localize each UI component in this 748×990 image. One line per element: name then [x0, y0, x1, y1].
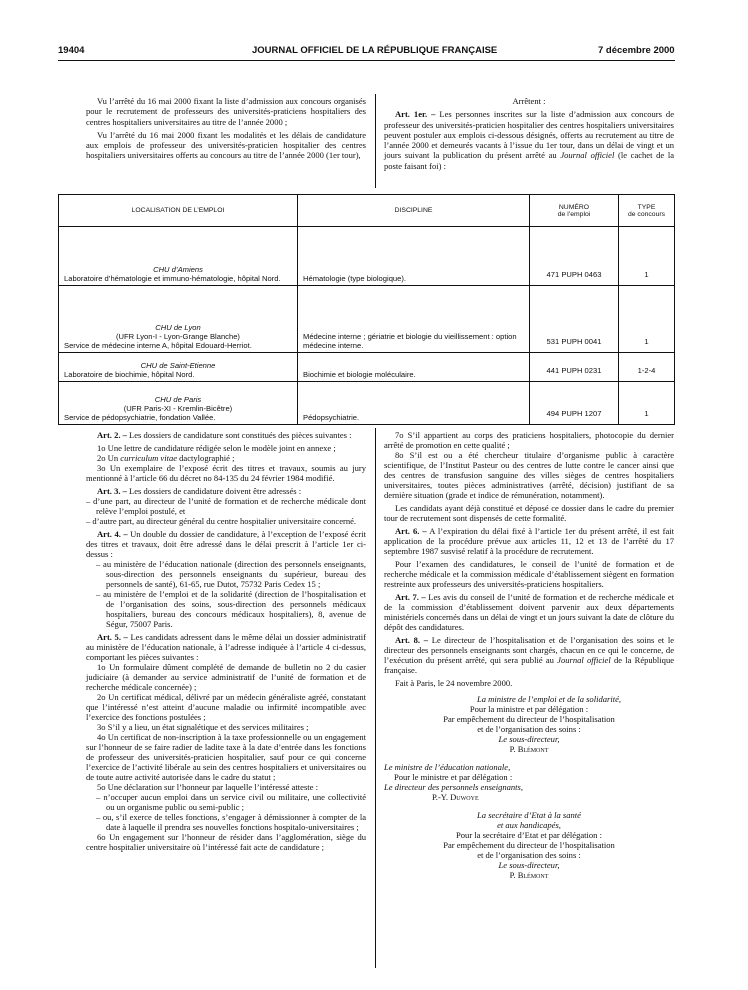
body-left-column: [86, 430, 366, 852]
signature-line: Le sous-directeur,: [498, 860, 560, 870]
cell-number: 471 PUPH 0463: [530, 227, 619, 286]
column-divider-bottom: [375, 428, 376, 968]
cell-number: 531 PUPH 0041: [530, 286, 619, 353]
piece-8: 8o S’il est ou a été chercheur titulaire d’organisme public à caractère scientifique, de l’Institut Pasteur ou des centres de lutte contre le cancer ainsi que des centres de transfusion sanguine des villes sièges de centres hospitaliers universitaires, toutes pièces administratives (arrêté, décision) justifiant de sa dernière situation (grade et indice de rémunération, notamment).: [384, 450, 674, 500]
header-location: LOCALISATION DE L’EMPLOI: [59, 195, 298, 227]
piece-1: 1o Un formulaire dûment complété de demande de bulletin no 2 du casier judiciaire (à demander au service administratif de l’unité de formation et de recherche médicale concernée) ;: [86, 662, 366, 692]
article-4: [86, 529, 366, 559]
examen-paragraph: Pour l’examen des candidatures, le conseil de l’unité de formation et de recherche médicale et la commission médicale d’établissement siègent en formation restreinte aux professeurs des universités-praticiens hospitaliers.: [384, 559, 674, 589]
article-4-text: Un double du dossier de candidature, à l’exception de l’exposé écrit des titres et travaux, doit être adressé dans le délai prescrit à l’article 1er ci-dessus :: [86, 529, 367, 559]
issue-date: 7 décembre 2000: [598, 45, 675, 56]
article-3: [86, 486, 366, 496]
piece-7: 7o S’il appartient au corps des praticiens hospitaliers, photocopie du dernier arrêté de promotion en cette qualité ;: [384, 430, 674, 450]
signatory-title: Le ministre de l’éducation nationale,: [384, 762, 511, 772]
dispense-paragraph: Les candidats ayant déjà constitué et déposé ce dossier dans le cadre du premier tour de recrutement sont dispensés de cette formalité.: [384, 503, 674, 523]
article-7-label: Art. 7. –: [395, 592, 426, 602]
signatory-title: et aux handicapés,: [497, 820, 561, 830]
article-2-text: Les dossiers de candidature sont constitués des pièces suivantes :: [129, 430, 352, 440]
preamble-left: [86, 96, 366, 164]
article-2-label: Art. 2. –: [97, 430, 127, 440]
signatory-name: P. Blémont: [509, 870, 549, 880]
item-2: 2o Un curriculum vitae dactylographié ;: [97, 453, 235, 463]
table-row: [59, 286, 675, 353]
article-5-text: Les candidats adressent dans le même délai un dossier administratif au ministère de l’éducation nationale, à l’adresse indiquée à l’article 4 ci-dessus, comportant les pièces suivantes :: [86, 632, 366, 662]
piece-2: 2o Un certificat médical, délivré par un médecin généraliste agréé, constatant que l’intéressé n’est atteint d’aucune maladie ou infirmité incompatible avec l’exercice des fonctions postulées ;: [86, 692, 366, 722]
article-6: [384, 526, 674, 556]
article-5: [86, 632, 366, 662]
signature-line: et de l’organisation des soins :: [477, 850, 581, 860]
dash-item: – au ministère de l’éducation nationale (direction des personnels enseignants, sous-direction des personnels enseignants du supérieur, bureau des personnels de santé), 61-65, rue Dutot, 75732 Paris Cedex 15 ;: [96, 559, 366, 589]
signature-line: Pour la ministre et par délégation :: [469, 704, 589, 714]
item-3: 3o Un exemplaire de l’exposé écrit des titres et travaux, soumis au jury mentionné à l’article 66 du décret no 84-135 du 24 février 1984 modifié.: [86, 463, 366, 483]
dash-item: – au ministère de l’emploi et de la solidarité (direction de l’hospitalisation et de l’organisation des soins, sous-direction des personnels médicaux hospitaliers, bureau des concours médicaux hospitaliers), 8, avenue de Ségur, 75007 Paris.: [96, 589, 366, 629]
article-7-text: Les avis du conseil de l’unité de formation et de recherche médicale et de la commission d’établissement doivent parvenir aux deux départements ministériels concernés dans un délai de vingt et un jours suivant la date de clôture du dépôt des candidatures.: [384, 592, 675, 632]
article-6-text: A l’expiration du délai fixé à l’article 1er du présent arrêté, il est fait application de la procédure prévue aux articles 11, 12 et 13 de l’arrêté du 17 septembre 1987 susvisé relatif à la procédure de recrutement.: [384, 526, 675, 556]
cell-location: CHU d’Amiens Laboratoire d’hématologie et immuno-hématologie, hôpital Nord.: [59, 227, 298, 286]
signature-block-1: [384, 694, 674, 754]
piece-6: 6o Un engagement sur l’honneur de résider dans l’agglomération, siège du centre hospitalier universitaire où l’intéressé fait acte de candidature ;: [86, 832, 366, 852]
signatory-title: La secrétaire d’Etat à la santé: [477, 810, 581, 820]
article-6-label: Art. 6. –: [395, 526, 427, 536]
header-number: NUMÉRO de l’emploi: [530, 195, 619, 227]
article-1-label: Art. 1er. –: [395, 109, 436, 120]
cell-discipline: Médecine interne ; gériatrie et biologie du vieillissement : option médecine interne.: [298, 286, 530, 353]
article-8-label: Art. 8. –: [395, 635, 429, 645]
column-divider-top: [375, 94, 376, 188]
cell-type: 1: [619, 286, 675, 353]
dash-item: – d’une part, au directeur de l’unité de formation et de recherche médicale dont relève l’emploi postulé, et: [86, 496, 366, 516]
article-8: Art. 8. – Le directeur de l’hospitalisation et de l’organisation des soins et le directeur des personnels enseignants sont chargés, chacun en ce qui le concerne, de l’exécution du présent arrêté, qui sera publié au Journal officiel de la République française.: [384, 635, 675, 675]
cell-location: CHU de Lyon (UFR Lyon-I - Lyon-Grange Blanche) Service de médecine interne A, hôpital Edouard-Herriot.: [59, 286, 298, 353]
article-1-jo: Journal officiel: [560, 150, 615, 161]
article-5-label: Art. 5. –: [97, 632, 128, 642]
fait-a-paris: Fait à Paris, le 24 novembre 2000.: [395, 678, 513, 688]
cell-discipline: Pédopsychiatrie.: [298, 382, 530, 425]
item-1: 1o Une lettre de candidature rédigée selon le modèle joint en annexe ;: [97, 443, 336, 453]
table-row: [59, 382, 675, 425]
piece-3: 3o S’il y a lieu, un état signalétique et des services militaires ;: [97, 722, 309, 732]
vu-paragraph-2: Vu l’arrêté du 16 mai 2000 fixant les modalités et les délais de candidature aux emplois de professeur des universités-praticien hospitalier des centres hospitaliers universitaires offerts au concours au titre de l’année 2000 (1er tour),: [86, 129, 366, 161]
header-type: TYPE de concours: [619, 195, 675, 227]
signature-line: Par empêchement du directeur de l’hospitalisation: [443, 714, 615, 724]
article-1-tail: (le cachet de la poste faisant foi) :: [384, 150, 675, 171]
page-number: 19404: [58, 45, 85, 56]
vacant-posts-table: [58, 194, 675, 425]
dash-item: – ou, s’il exerce de telles fonctions, s’engager à démissionner à compter de la date à laquelle il prendra ses nouvelles fonctions hospitalo-universitaires ;: [96, 812, 366, 832]
article-1: [384, 109, 674, 171]
cell-type: 1-2-4: [619, 353, 675, 382]
preamble-right: [384, 96, 674, 174]
signature-line: Pour le ministre et par délégation :: [394, 772, 513, 782]
table-row: [59, 353, 675, 382]
table-header-row: [59, 195, 675, 227]
journal-title: JOURNAL OFFICIEL DE LA RÉPUBLIQUE FRANÇAISE: [252, 45, 498, 56]
dash-item: – d’autre part, au directeur général du centre hospitalier universitaire concerné.: [86, 516, 357, 526]
cell-location: CHU de Saint-Etienne Laboratoire de biochimie, hôpital Nord.: [59, 353, 298, 382]
signature-line: Pour la secrétaire d’Etat et par délégation :: [456, 830, 602, 840]
cell-number: 494 PUPH 1207: [530, 382, 619, 425]
signature-line: Le directeur des personnels enseignants,: [384, 782, 524, 792]
signatory-name: P. Blémont: [509, 744, 549, 754]
body-right-column: [384, 430, 674, 880]
cell-type: 1: [619, 227, 675, 286]
signature-block-2: [384, 762, 674, 802]
article-3-label: Art. 3. –: [97, 486, 127, 496]
vu-paragraph-1: Vu l’arrêté du 16 mai 2000 fixant la liste d’admission aux concours organisés pour le recrutement de professeurs des universités-praticiens hospitaliers des centres hospitaliers universitaires au titre de l’année 2000 ;: [86, 96, 366, 127]
signature-block-3: [384, 810, 674, 880]
article-1-text: Les personnes inscrites sur la liste d’admission aux concours de professeur des universités-praticien hospitalier des centres hospitaliers universitaires peuvent postuler aux emplois ci-dessous désignés, offerts au recrutement au titre de l’année 2000 et demeurés vacants à l’issue du 1er tour, dans un délai de vingt et un jours suivant la publication du présent arrêté au: [384, 109, 674, 161]
article-8-text: Le directeur de l’hospitalisation et de l’organisation des soins et le directeur des personnels enseignants sont chargés, chacun en ce qui le concerne, de l’exécution du présent arrêté, qui sera publié au: [384, 635, 675, 665]
arretent: Arrêtent :: [512, 96, 546, 106]
dash-item: – n’occuper aucun emploi dans un service civil ou militaire, une collectivité ou un organisme public ou semi-public ;: [96, 792, 366, 812]
signature-line: Par empêchement du directeur de l’hospitalisation: [443, 840, 615, 850]
cell-location: CHU de Paris (UFR Paris-XI - Kremlin-Bicêtre) Service de pédopsychiatrie, fondation Vallée.: [59, 382, 298, 425]
header-discipline: DISCIPLINE: [298, 195, 530, 227]
article-7: [384, 592, 674, 632]
piece-4: 4o Un certificat de non-inscription à la taxe professionnelle ou un engagement sur l’honneur de se faire radier de ladite taxe à la date d’entrée dans les fonctions de professeur des universités-praticien hospitalier, sauf pour ce qui concerne l’exercice de l’activité libérale au sein des centres hospitaliers et universitaires ou de toute autre activité autorisée dans le cadre du statut ;: [86, 732, 366, 782]
cell-type: 1: [619, 382, 675, 425]
cell-discipline: Hématologie (type biologique).: [298, 227, 530, 286]
signatory-name: P.-Y. Duwoye: [432, 792, 479, 802]
cell-number: 441 PUPH 0231: [530, 353, 619, 382]
article-3-text: Les dossiers de candidature doivent être adressés :: [129, 486, 302, 496]
cell-discipline: Biochimie et biologie moléculaire.: [298, 353, 530, 382]
signatory-title: La ministre de l’emploi et de la solidarité,: [476, 694, 622, 704]
article-4-label: Art. 4. –: [97, 529, 128, 539]
header-rule: [58, 60, 675, 61]
article-2: [86, 430, 366, 440]
signature-line: Le sous-directeur,: [498, 734, 560, 744]
piece-5: 5o Une déclaration sur l’honneur par laquelle l’intéressé atteste :: [97, 782, 318, 792]
table-row: [59, 227, 675, 286]
signature-line: et de l’organisation des soins :: [477, 724, 581, 734]
